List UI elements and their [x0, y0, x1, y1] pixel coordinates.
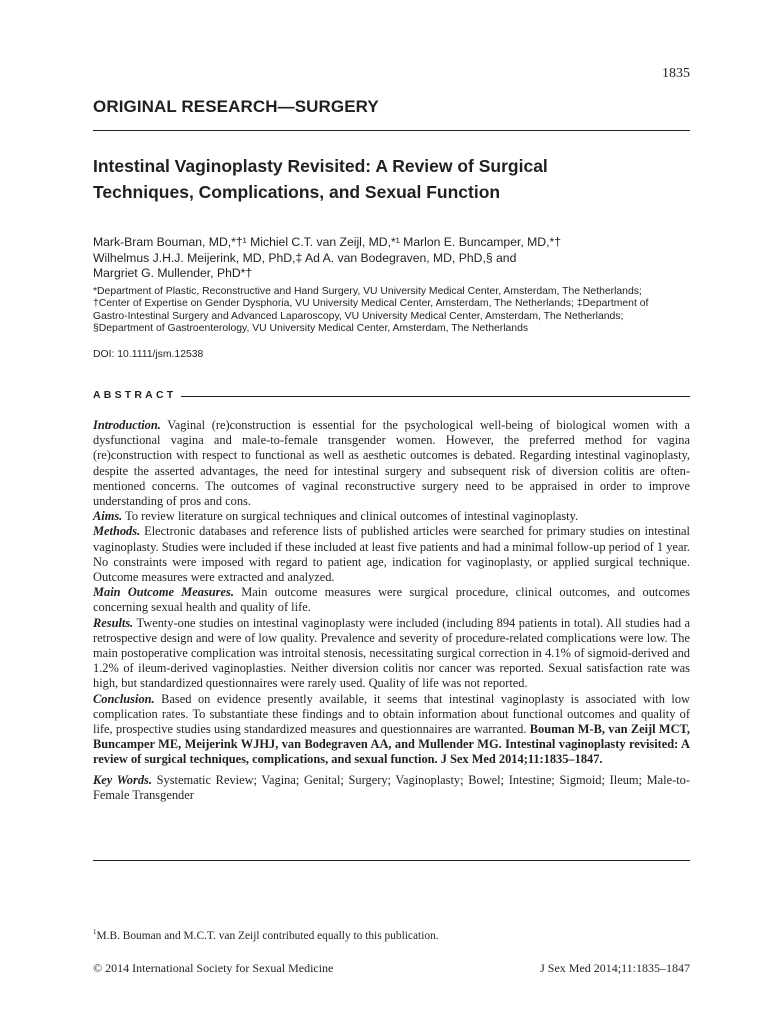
- keywords-text: Systematic Review; Vagina; Genital; Surgery; Vaginoplasty; Bowel; Intestine; Sigmoid; Ileum; Male-to-Female Transgender: [93, 772, 690, 802]
- introduction-label: Introduction.: [93, 418, 161, 432]
- author-list: [93, 235, 693, 282]
- abstract-divider: [181, 396, 690, 397]
- section-label: ORIGINAL RESEARCH—SURGERY: [93, 97, 379, 116]
- affiliation-line: †Center of Expertise on Gender Dysphoria, VU University Medical Center, Amsterdam, The Netherlands; ‡Department of: [93, 298, 649, 310]
- abstract-aims: [93, 509, 690, 524]
- results-text: Twenty-one studies on intestinal vaginoplasty were included (including 894 patients in total). All studies had a retrospective design and were of low quality. Prevalence and severity of procedure-related complications were low. The main postoperative complication was introital stenosis, necessitating surgical correction in 4.1% of sigmoid-derived and 1.2% of ileum-derived vaginoplasties. Neither diversion colitis nor cancer was reported. Sexual satisfaction rate was high, but standardized questionnaires were rarely used. Quality of life was not reported.: [93, 615, 690, 691]
- methods-label: Methods.: [93, 524, 141, 539]
- outcome-text: Main outcome measures were surgical procedure, clinical outcomes, and outcomes concerning sexual health and quality of life.: [93, 585, 690, 615]
- affiliation-line: §Department of Gastroenterology, VU University Medical Center, Amsterdam, The Netherlands: [93, 323, 529, 335]
- article-citation: Bouman M-B, van Zeijl MCT, Buncamper ME, Meijerink WJHJ, van Bodegraven AA, and Mullender MG. Intestinal vaginoplasty revisited: A review of surgical techniques, complications, and sexual function. J Sex Med 2014;11:1835–1847.: [93, 722, 690, 767]
- author-line: Wilhelmus J.H.J. Meijerink, MD, PhD,‡ Ad A. van Bodegraven, MD, PhD,§ and: [93, 250, 517, 265]
- methods-text: Electronic databases and reference lists of published articles were searched for primary studies on intestinal vaginoplasty. Studies were included if these included at least five patients and had a minimal follow-up period of 1 year. No constraints were imposed with regard to patient age, indication for vaginoplasty, or applied surgical technique. Outcome measures were extracted and analyzed.: [93, 524, 690, 585]
- copyright: © 2014 International Society for Sexual Medicine: [93, 961, 334, 975]
- abstract-methods: [93, 524, 690, 585]
- abstract-heading: ABSTRACT: [93, 389, 179, 401]
- article-title-line-1: Intestinal Vaginoplasty Revisited: A Review of Surgical: [93, 156, 548, 176]
- abstract-body: [93, 418, 690, 803]
- page-number: 1835: [662, 66, 690, 81]
- abstract-heading-row: [93, 389, 690, 403]
- article-title: [93, 153, 693, 205]
- keywords-label: Key Words.: [93, 772, 152, 787]
- footnote-text: M.B. Bouman and M.C.T. van Zeijl contributed equally to this publication.: [96, 930, 439, 942]
- abstract-results: [93, 616, 690, 692]
- abstract-main-outcome-measures: [93, 585, 690, 615]
- author-line: Mark-Bram Bouman, MD,*†¹ Michiel C.T. van Zeijl, MD,*¹ Marlon E. Buncamper, MD,*†: [93, 235, 561, 249]
- affiliation-line: Gastro-Intestinal Surgery and Advanced Laparoscopy, VU University Medical Center, Amsterdam, The Netherlands;: [93, 310, 624, 322]
- journal-citation: J Sex Med 2014;11:1835–1847: [540, 961, 690, 975]
- outcome-label: Main Outcome Measures.: [93, 585, 234, 600]
- abstract-conclusion: [93, 692, 690, 768]
- footnote: [93, 930, 439, 942]
- abstract-introduction: [93, 418, 690, 509]
- aims-label: Aims.: [93, 509, 123, 524]
- results-label: Results.: [93, 615, 134, 630]
- introduction-text: Vaginal (re)construction is essential for the psychological well-being of biological women with a dysfunctional vagina and male-to-female transgender women. However, the preferred method for vagina (re)construction with respect to functional as well as aesthetic outcomes is debated. Regarding intestinal vaginoplasty, despite the asserted advantages, the need for intestinal surgery and subsequent risk of diversion colitis are often-mentioned concerns. The outcomes of vaginal reconstructive surgery need to be appraised in order to improve understanding of pros and cons.: [93, 418, 690, 509]
- conclusion-text: Based on evidence presently available, it seems that intestinal vaginoplasty is associated with low complication rates. To substantiate these findings and to obtain information about functional outcomes and quality of life, prospective studies using standardized measures and questionnaires are warranted.: [93, 691, 690, 737]
- affiliation-line: *Department of Plastic, Reconstructive and Hand Surgery, VU University Medical Center, Amsterdam, The Netherlands;: [93, 286, 642, 297]
- doi: DOI: 10.1111/jsm.12538: [93, 349, 204, 360]
- author-line: Margriet G. Mullender, PhD*†: [93, 266, 253, 280]
- aims-text: To review literature on surgical techniques and clinical outcomes of intestinal vaginoplasty.: [122, 509, 579, 524]
- affiliation-list: [93, 286, 693, 336]
- top-divider: [93, 130, 690, 131]
- article-title-line-2: Techniques, Complications, and Sexual Function: [93, 182, 501, 202]
- abstract-keywords: [93, 773, 690, 803]
- footnote-marker: 1: [93, 928, 97, 937]
- conclusion-label: Conclusion.: [93, 691, 155, 706]
- bottom-divider: [93, 860, 690, 861]
